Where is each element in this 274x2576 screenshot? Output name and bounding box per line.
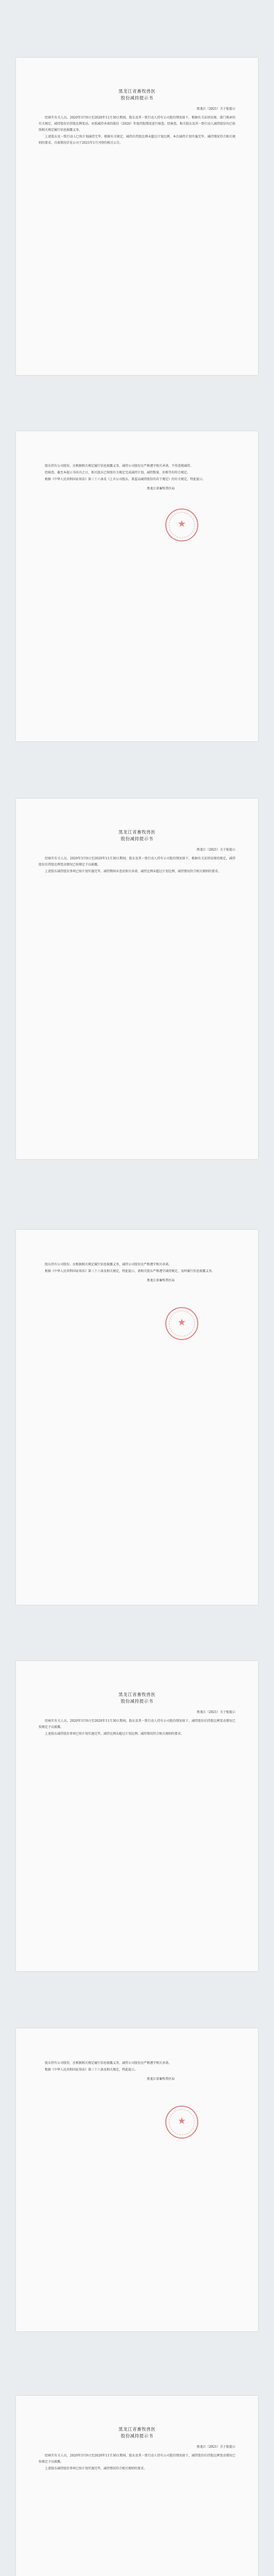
page-title [39, 1692, 235, 1705]
body-paragraph: 股东持有公司股份，应根据相关规定履行信息披露义务，减持公司股份应严格遵守相关承诺。 [45, 1263, 172, 1266]
document-page [16, 1230, 258, 1605]
document-number: 黑龙江（2021）关于检提示 [196, 2445, 235, 2449]
title-line-1: 黑龙江省畜牧兽医 [118, 1692, 156, 1698]
title-line-2: 股份减持提示书 [121, 95, 153, 101]
title-line-2: 股份减持提示书 [121, 1699, 153, 1704]
issuer-signature: 黑龙江省畜牧兽医局 [147, 1279, 175, 1282]
official-seal-icon [165, 1307, 198, 1340]
title-line-2: 股份减持提示书 [121, 837, 153, 842]
title-line-1: 黑龙江省畜牧兽医 [118, 2427, 156, 2432]
body-paragraph: 上述股东减持股份事项已按计划实施完毕，减持期间未违反相关承诺，减持比例未超过计划比例，减持情况符合相关规则的要求。 [45, 870, 221, 873]
document-page [16, 1661, 258, 1971]
document-number: 黑龙江（2021）关于检提示 [196, 848, 235, 852]
document-page [16, 2396, 258, 2576]
title-line-2: 股份减持提示书 [121, 2434, 153, 2439]
official-seal-icon [165, 509, 198, 541]
document-number: 黑龙江（2021）关于检提示 [196, 107, 235, 111]
title-line-1: 黑龙江省畜牧兽医 [118, 89, 156, 94]
title-line-1: 黑龙江省畜牧兽医 [118, 830, 156, 835]
seal-star-icon: ★ [177, 518, 186, 530]
seal-star-icon: ★ [177, 1317, 186, 1328]
body-paragraph: 股东持有公司股份，应根据相关规定履行信息披露义务，减持公司股份应严格遵守相关承诺。 [45, 2061, 172, 2065]
document-page [16, 58, 258, 375]
page-title [39, 829, 235, 843]
body-paragraph: 上述股东减持股份事项已按计划实施完毕，减持比例未超过计划比例，减持情况符合相关规则的要求。 [45, 1732, 184, 1736]
seal-star-icon: ★ [177, 2115, 186, 2127]
official-seal-icon [165, 2106, 198, 2139]
body-paragraph: 根据《中华人民共和国证券法》第三十六条及相关规定，特此提示，请相关股东严格遵守减持规定，及时履行信息披露义务。 [45, 1269, 215, 1273]
body-paragraph: 根据《中华人民共和国证券法》第三十六条及相关规定，特此提示。 [45, 2068, 138, 2072]
body-paragraph: 经核查，截至本提示书出具之日，相关股东已按照有关规定完成减持计划，减持数量、价格等均符合规定。 [45, 471, 191, 474]
body-paragraph: 上述股东及一致行动人已按计划减持完毕，根据有关规定，减持后持股比例未超过计划比例，本次减持计划实施完毕，减持情况符合相关规则的要求，具体情况详见公司于2021年1月刊登的相关公告。 [39, 134, 235, 145]
issuer-signature: 黑龙江省畜牧兽医局 [147, 487, 175, 490]
body-paragraph: 根据《中华人民共和国证券法》第三十六条及《上市公司股东、董监高减持股份的若干规定》的有关规定，特此提示。 [45, 478, 206, 481]
document-page [16, 431, 258, 741]
document-page [16, 2028, 258, 2331]
document-page [16, 799, 258, 1159]
body-paragraph: 经核实有关人员，2020年3月9日至2020年11月30日期间，股东及其一致行动人持有公司股份情况如下，根据有关法律法规的规定，减持股份后持股比例变动情况已按规定予以披露。 [39, 857, 235, 867]
issuer-signature: 黑龙江省畜牧兽医局 [147, 2077, 175, 2081]
body-paragraph: 经核实有关人员，2020年3月9日至2020年11月30日期间，股东及其一致行动人持有公司股份情况如下，根据有关法律法规、部门规章的有关规定，减持股份后持股比例变动，对照减持承诺的股份（2020）年度持股情况进行核查。经核查，相关股东及其一致行动人减持股份均已按照相关规定履行信息披露义务。 [39, 115, 235, 132]
body-paragraph: 经核实有关人员，2020年3月9日至2020年11月30日期间，股东及其一致行动人持有公司股份情况如下，减持股份后持股比例变动情况已按规定予以披露。 [39, 2454, 235, 2464]
document-number: 黑龙江（2021）关于检提示 [196, 1710, 235, 1714]
body-paragraph: 经核实有关人员，2020年3月9日至2020年11月30日期间，股东及其一致行动人持有公司股份情况如下，减持股份后持股比例变动情况已按规定予以披露。 [39, 1719, 235, 1729]
page-title [39, 89, 235, 102]
body-paragraph: 上述股东减持股份事项已按计划实施完毕，减持情况符合相关规则的要求。 [45, 2467, 147, 2470]
page-title [39, 2427, 235, 2440]
body-paragraph: 股东持有公司股份，应根据相关规定履行信息披露义务，减持公司股份应严格遵守相关承诺，不得违规减持。 [45, 464, 194, 468]
